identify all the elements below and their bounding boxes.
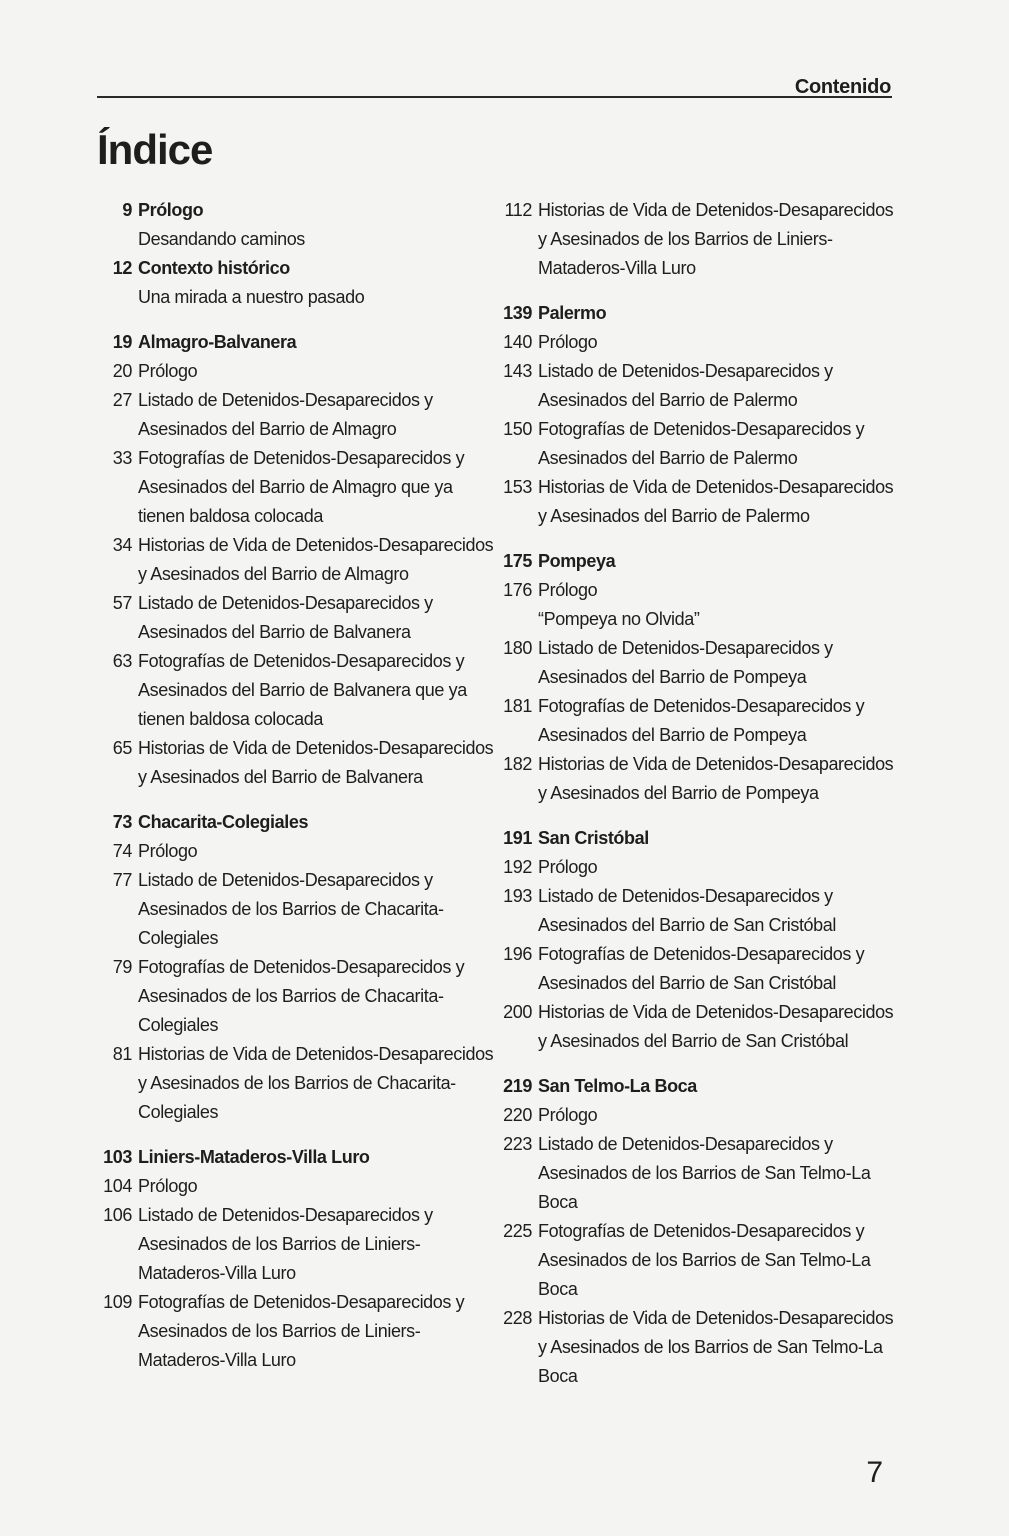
toc-entry-text [532, 853, 900, 882]
toc-entry-text [132, 808, 520, 837]
toc-entry-text [532, 1072, 900, 1101]
toc-entry [100, 1201, 520, 1288]
toc-page-number: 81 [112, 1044, 132, 1064]
toc-entry-line: Asesinados de los Barrios de Liniers- [138, 1234, 421, 1254]
toc-entry-text [532, 1304, 900, 1391]
toc-entry-text [132, 866, 520, 953]
toc-entry-line: Historias de Vida de Detenidos-Desaparecidos [538, 200, 894, 220]
toc-entry [100, 386, 520, 444]
toc-page-number: 181 [503, 696, 532, 716]
toc-entry-text [132, 647, 520, 734]
toc-entry-line: Listado de Detenidos-Desaparecidos y [538, 638, 833, 658]
toc-entry-line: Liniers-Mataderos-Villa Luro [138, 1147, 370, 1167]
toc-section-heading [100, 808, 520, 837]
toc-page-number: 143 [503, 361, 532, 381]
toc-entry-line: Listado de Detenidos-Desaparecidos y [538, 361, 833, 381]
toc-entry-line: Asesinados del Barrio de San Cristóbal [538, 973, 836, 993]
toc-page-number: 182 [503, 754, 532, 774]
toc-entry-text [132, 837, 520, 866]
toc-page-number: 140 [503, 332, 532, 352]
toc-entry [100, 357, 520, 386]
toc-entry [500, 853, 900, 882]
header-rule [97, 96, 892, 98]
toc-entry-text [132, 357, 520, 386]
toc-page-number: 104 [103, 1176, 132, 1196]
toc-right-column [500, 196, 900, 1391]
toc-entry-line: Contexto histórico [138, 258, 290, 278]
toc-page-number: 27 [112, 390, 132, 410]
toc-entry-line: San Cristóbal [538, 828, 649, 848]
toc-entry-text [132, 328, 520, 357]
toc-entry [100, 444, 520, 531]
toc-entry-text [532, 576, 900, 605]
toc-entry-line: y Asesinados del Barrio de Pompeya [538, 783, 819, 803]
toc-page-number: 57 [112, 593, 132, 613]
section-gap [500, 531, 900, 547]
page-number: 7 [866, 1456, 883, 1489]
section-gap [100, 792, 520, 808]
section-gap [500, 1056, 900, 1072]
toc-entry-line: y Asesinados del Barrio de San Cristóbal [538, 1031, 849, 1051]
section-gap [100, 1127, 520, 1143]
toc-page-number: 192 [503, 857, 532, 877]
toc-entry [500, 1101, 900, 1130]
toc-entry [100, 647, 520, 734]
toc-entry-line: Prólogo [138, 361, 198, 381]
toc-entry-text [532, 196, 900, 283]
toc-entry-line: Prólogo [538, 1105, 598, 1125]
toc-page-number: 73 [112, 812, 132, 832]
toc-page-number: 193 [503, 886, 532, 906]
toc-entry-line: Prólogo [538, 580, 598, 600]
toc-entry-line: Prólogo [138, 1176, 198, 1196]
toc-section-heading [100, 196, 520, 225]
toc-entry-text [132, 953, 520, 1040]
toc-entry-line: tienen baldosa colocada [138, 506, 323, 526]
toc-entry-text [532, 1101, 900, 1130]
toc-entry [500, 605, 900, 634]
toc-page-number: 74 [112, 841, 132, 861]
toc-entry-line: Listado de Detenidos-Desaparecidos y [138, 390, 433, 410]
toc-entry-line: Asesinados del Barrio de Palermo [538, 390, 798, 410]
toc-section-heading [100, 328, 520, 357]
toc-entry-text [532, 605, 900, 634]
toc-entry-line: Asesinados de los Barrios de Liniers- [138, 1321, 421, 1341]
toc-section-heading [500, 299, 900, 328]
toc-entry-line: Historias de Vida de Detenidos-Desaparecidos [138, 738, 494, 758]
toc-entry-line: Fotografías de Detenidos-Desaparecidos y [538, 1221, 865, 1241]
toc-entry-line: tienen baldosa colocada [138, 709, 323, 729]
toc-page-number: 191 [503, 828, 532, 848]
toc-entry-text [532, 824, 900, 853]
toc-entry-line: Fotografías de Detenidos-Desaparecidos y [138, 448, 465, 468]
toc-entry-line: Historias de Vida de Detenidos-Desaparecidos [538, 1308, 894, 1328]
toc-entry-line: Colegiales [138, 1015, 219, 1035]
toc-entry-text [132, 1143, 520, 1172]
toc-entry-text [532, 692, 900, 750]
toc-entry-line: Mataderos-Villa Luro [538, 258, 696, 278]
toc-entry-line: y Asesinados de los Barrios de Liniers- [538, 229, 833, 249]
toc-entry-text [532, 1217, 900, 1304]
toc-entry-line: Una mirada a nuestro pasado [138, 287, 365, 307]
toc-page-number: 176 [503, 580, 532, 600]
running-header: Contenido [794, 76, 891, 98]
toc-entry [500, 473, 900, 531]
toc-entry-line: Listado de Detenidos-Desaparecidos y [138, 1205, 433, 1225]
toc-page-number: 12 [112, 258, 132, 278]
toc-entry-text [532, 473, 900, 531]
section-gap [500, 283, 900, 299]
toc-entry-text [132, 386, 520, 444]
toc-page-number: 139 [503, 303, 532, 323]
toc-entry [500, 415, 900, 473]
toc-page-number: 220 [503, 1105, 532, 1125]
toc-entry-line: Prólogo [138, 841, 198, 861]
toc-page-number: 65 [112, 738, 132, 758]
toc-entry-line: Asesinados del Barrio de Pompeya [538, 725, 807, 745]
toc-entry-line: Prólogo [538, 857, 598, 877]
toc-entry-line: Fotografías de Detenidos-Desaparecidos y [138, 651, 465, 671]
toc-entry-text [132, 1288, 520, 1375]
toc-page-number: 223 [503, 1134, 532, 1154]
toc-page-number: 153 [503, 477, 532, 497]
toc-entry-text [132, 589, 520, 647]
toc-entry-line: Fotografías de Detenidos-Desaparecidos y [538, 419, 865, 439]
toc-entry-line: Asesinados del Barrio de Palermo [538, 448, 798, 468]
section-gap [500, 808, 900, 824]
toc-entry [500, 1217, 900, 1304]
toc-section-heading [500, 1072, 900, 1101]
toc-entry-line: “Pompeya no Olvida” [538, 609, 700, 629]
toc-entry-line: Pompeya [538, 551, 616, 571]
toc-page-number: 103 [103, 1147, 132, 1167]
toc-entry-line: Mataderos-Villa Luro [138, 1350, 296, 1370]
toc-entry [100, 589, 520, 647]
toc-entry-line: Chacarita-Colegiales [138, 812, 309, 832]
toc-entry-line: Asesinados del Barrio de Almagro [138, 419, 397, 439]
toc-entry [500, 1130, 900, 1217]
toc-entry [100, 283, 520, 312]
toc-page-number [100, 225, 132, 254]
toc-entry [100, 837, 520, 866]
toc-entry-text [132, 254, 520, 283]
toc-entry-line: Prólogo [538, 332, 598, 352]
toc-entry [100, 734, 520, 792]
toc-entry-line: Asesinados del Barrio de San Cristóbal [538, 915, 836, 935]
toc-page-number: 180 [503, 638, 532, 658]
toc-left-column [100, 196, 520, 1375]
toc-page-number: 196 [503, 944, 532, 964]
toc-entry [500, 634, 900, 692]
toc-entry-text [132, 734, 520, 792]
toc-page-number: 109 [103, 1292, 132, 1312]
toc-section-heading [100, 1143, 520, 1172]
toc-entry-line: Historias de Vida de Detenidos-Desaparecidos [538, 477, 894, 497]
toc-page-number: 112 [504, 200, 532, 220]
toc-entry [500, 576, 900, 605]
toc-entry [500, 882, 900, 940]
toc-page-number: 9 [122, 200, 132, 220]
toc-entry-text [132, 1172, 520, 1201]
toc-entry [100, 1040, 520, 1127]
toc-page-number: 63 [112, 651, 132, 671]
toc-entry-text [132, 1040, 520, 1127]
toc-entry-line: Asesinados de los Barrios de Chacarita- [138, 899, 444, 919]
toc-entry-line: Fotografías de Detenidos-Desaparecidos y [538, 696, 865, 716]
toc-entry-line: Palermo [538, 303, 607, 323]
toc-page-number: 219 [503, 1076, 532, 1096]
toc-entry-text [532, 547, 900, 576]
toc-entry [500, 692, 900, 750]
toc-page-number: 175 [503, 551, 532, 571]
toc-page-number: 150 [503, 419, 532, 439]
toc-page-number: 33 [112, 448, 132, 468]
toc-entry [500, 940, 900, 998]
toc-page-number: 34 [112, 535, 132, 555]
toc-entry-text [132, 196, 520, 225]
toc-entry-line: Asesinados de los Barrios de San Telmo-La Boca [538, 1250, 871, 1299]
toc-entry-text [132, 444, 520, 531]
toc-entry-line: Asesinados del Barrio de Pompeya [538, 667, 807, 687]
toc-entry-line: Asesinados de los Barrios de San Telmo-La Boca [538, 1163, 871, 1212]
toc-entry-line: y Asesinados de los Barrios de San Telmo-La Boca [538, 1337, 883, 1386]
toc-entry-line: Fotografías de Detenidos-Desaparecidos y [138, 1292, 465, 1312]
toc-entry [100, 866, 520, 953]
toc-entry [100, 531, 520, 589]
toc-entry [500, 998, 900, 1056]
toc-entry-line: Fotografías de Detenidos-Desaparecidos y [138, 957, 465, 977]
toc-entry-line: y Asesinados de los Barrios de Chacarita- [138, 1073, 456, 1093]
toc-entry [500, 1304, 900, 1391]
toc-page-number: 228 [503, 1308, 532, 1328]
toc-section-heading [500, 547, 900, 576]
toc-entry [100, 1172, 520, 1201]
toc-entry-text [532, 634, 900, 692]
toc-entry-text [532, 415, 900, 473]
toc-entry-line: Desandando caminos [138, 229, 305, 249]
toc-entry-line: Historias de Vida de Detenidos-Desaparecidos [138, 535, 494, 555]
toc-entry-line: Listado de Detenidos-Desaparecidos y [138, 593, 433, 613]
toc-page-number [500, 605, 532, 634]
toc-entry [500, 357, 900, 415]
toc-entry-text [132, 283, 520, 312]
toc-page-number: 79 [112, 957, 132, 977]
toc-page-number: 20 [112, 361, 132, 381]
toc-entry-line: Asesinados del Barrio de Balvanera [138, 622, 411, 642]
section-gap [100, 312, 520, 328]
toc-page-number: 200 [503, 1002, 532, 1022]
toc-entry-text [132, 1201, 520, 1288]
toc-entry-line: Historias de Vida de Detenidos-Desaparecidos [138, 1044, 494, 1064]
toc-entry-line: Asesinados del Barrio de Balvanera que ya [138, 680, 467, 700]
toc-entry-line: Prólogo [138, 200, 204, 220]
toc-entry-text [532, 750, 900, 808]
toc-entry [100, 1288, 520, 1375]
page-title: Índice [97, 126, 213, 173]
toc-entry-text [532, 940, 900, 998]
toc-entry-line: Listado de Detenidos-Desaparecidos y [538, 886, 833, 906]
toc-entry-line: Mataderos-Villa Luro [138, 1263, 296, 1283]
toc-entry-line: Colegiales [138, 1102, 219, 1122]
toc-entry-text [532, 1130, 900, 1217]
toc-entry-text [532, 882, 900, 940]
toc-page-number [100, 283, 132, 312]
toc-entry-text [132, 225, 520, 254]
toc-page-number: 106 [103, 1205, 132, 1225]
toc-entry-line: Listado de Detenidos-Desaparecidos y [138, 870, 433, 890]
toc-entry-line: Asesinados de los Barrios de Chacarita- [138, 986, 444, 1006]
toc-entry-line: y Asesinados del Barrio de Balvanera [138, 767, 423, 787]
toc-entry-line: Historias de Vida de Detenidos-Desaparecidos [538, 754, 894, 774]
toc-entry-text [532, 328, 900, 357]
toc-entry-line: Colegiales [138, 928, 219, 948]
toc-entry [500, 328, 900, 357]
toc-entry-line: y Asesinados del Barrio de Palermo [538, 506, 810, 526]
toc-entry-line: Historias de Vida de Detenidos-Desaparecidos [538, 1002, 894, 1022]
toc-entry [100, 953, 520, 1040]
toc-entry-text [132, 531, 520, 589]
toc-entry [500, 196, 900, 283]
toc-entry [500, 750, 900, 808]
toc-entry-line: y Asesinados del Barrio de Almagro [138, 564, 409, 584]
toc-entry-line: Listado de Detenidos-Desaparecidos y [538, 1134, 833, 1154]
toc-entry-line: Fotografías de Detenidos-Desaparecidos y [538, 944, 865, 964]
toc-entry-text [532, 357, 900, 415]
toc-page-number: 19 [112, 332, 132, 352]
toc-page-number: 77 [112, 870, 132, 890]
toc-section-heading [100, 254, 520, 283]
toc-entry-line: San Telmo-La Boca [538, 1076, 697, 1096]
toc-entry-text [532, 299, 900, 328]
toc-entry-line: Asesinados del Barrio de Almagro que ya [138, 477, 453, 497]
toc-section-heading [500, 824, 900, 853]
toc-page-number: 225 [503, 1221, 532, 1241]
toc-entry-text [532, 998, 900, 1056]
toc-entry [100, 225, 520, 254]
toc-entry-line: Almagro-Balvanera [138, 332, 297, 352]
